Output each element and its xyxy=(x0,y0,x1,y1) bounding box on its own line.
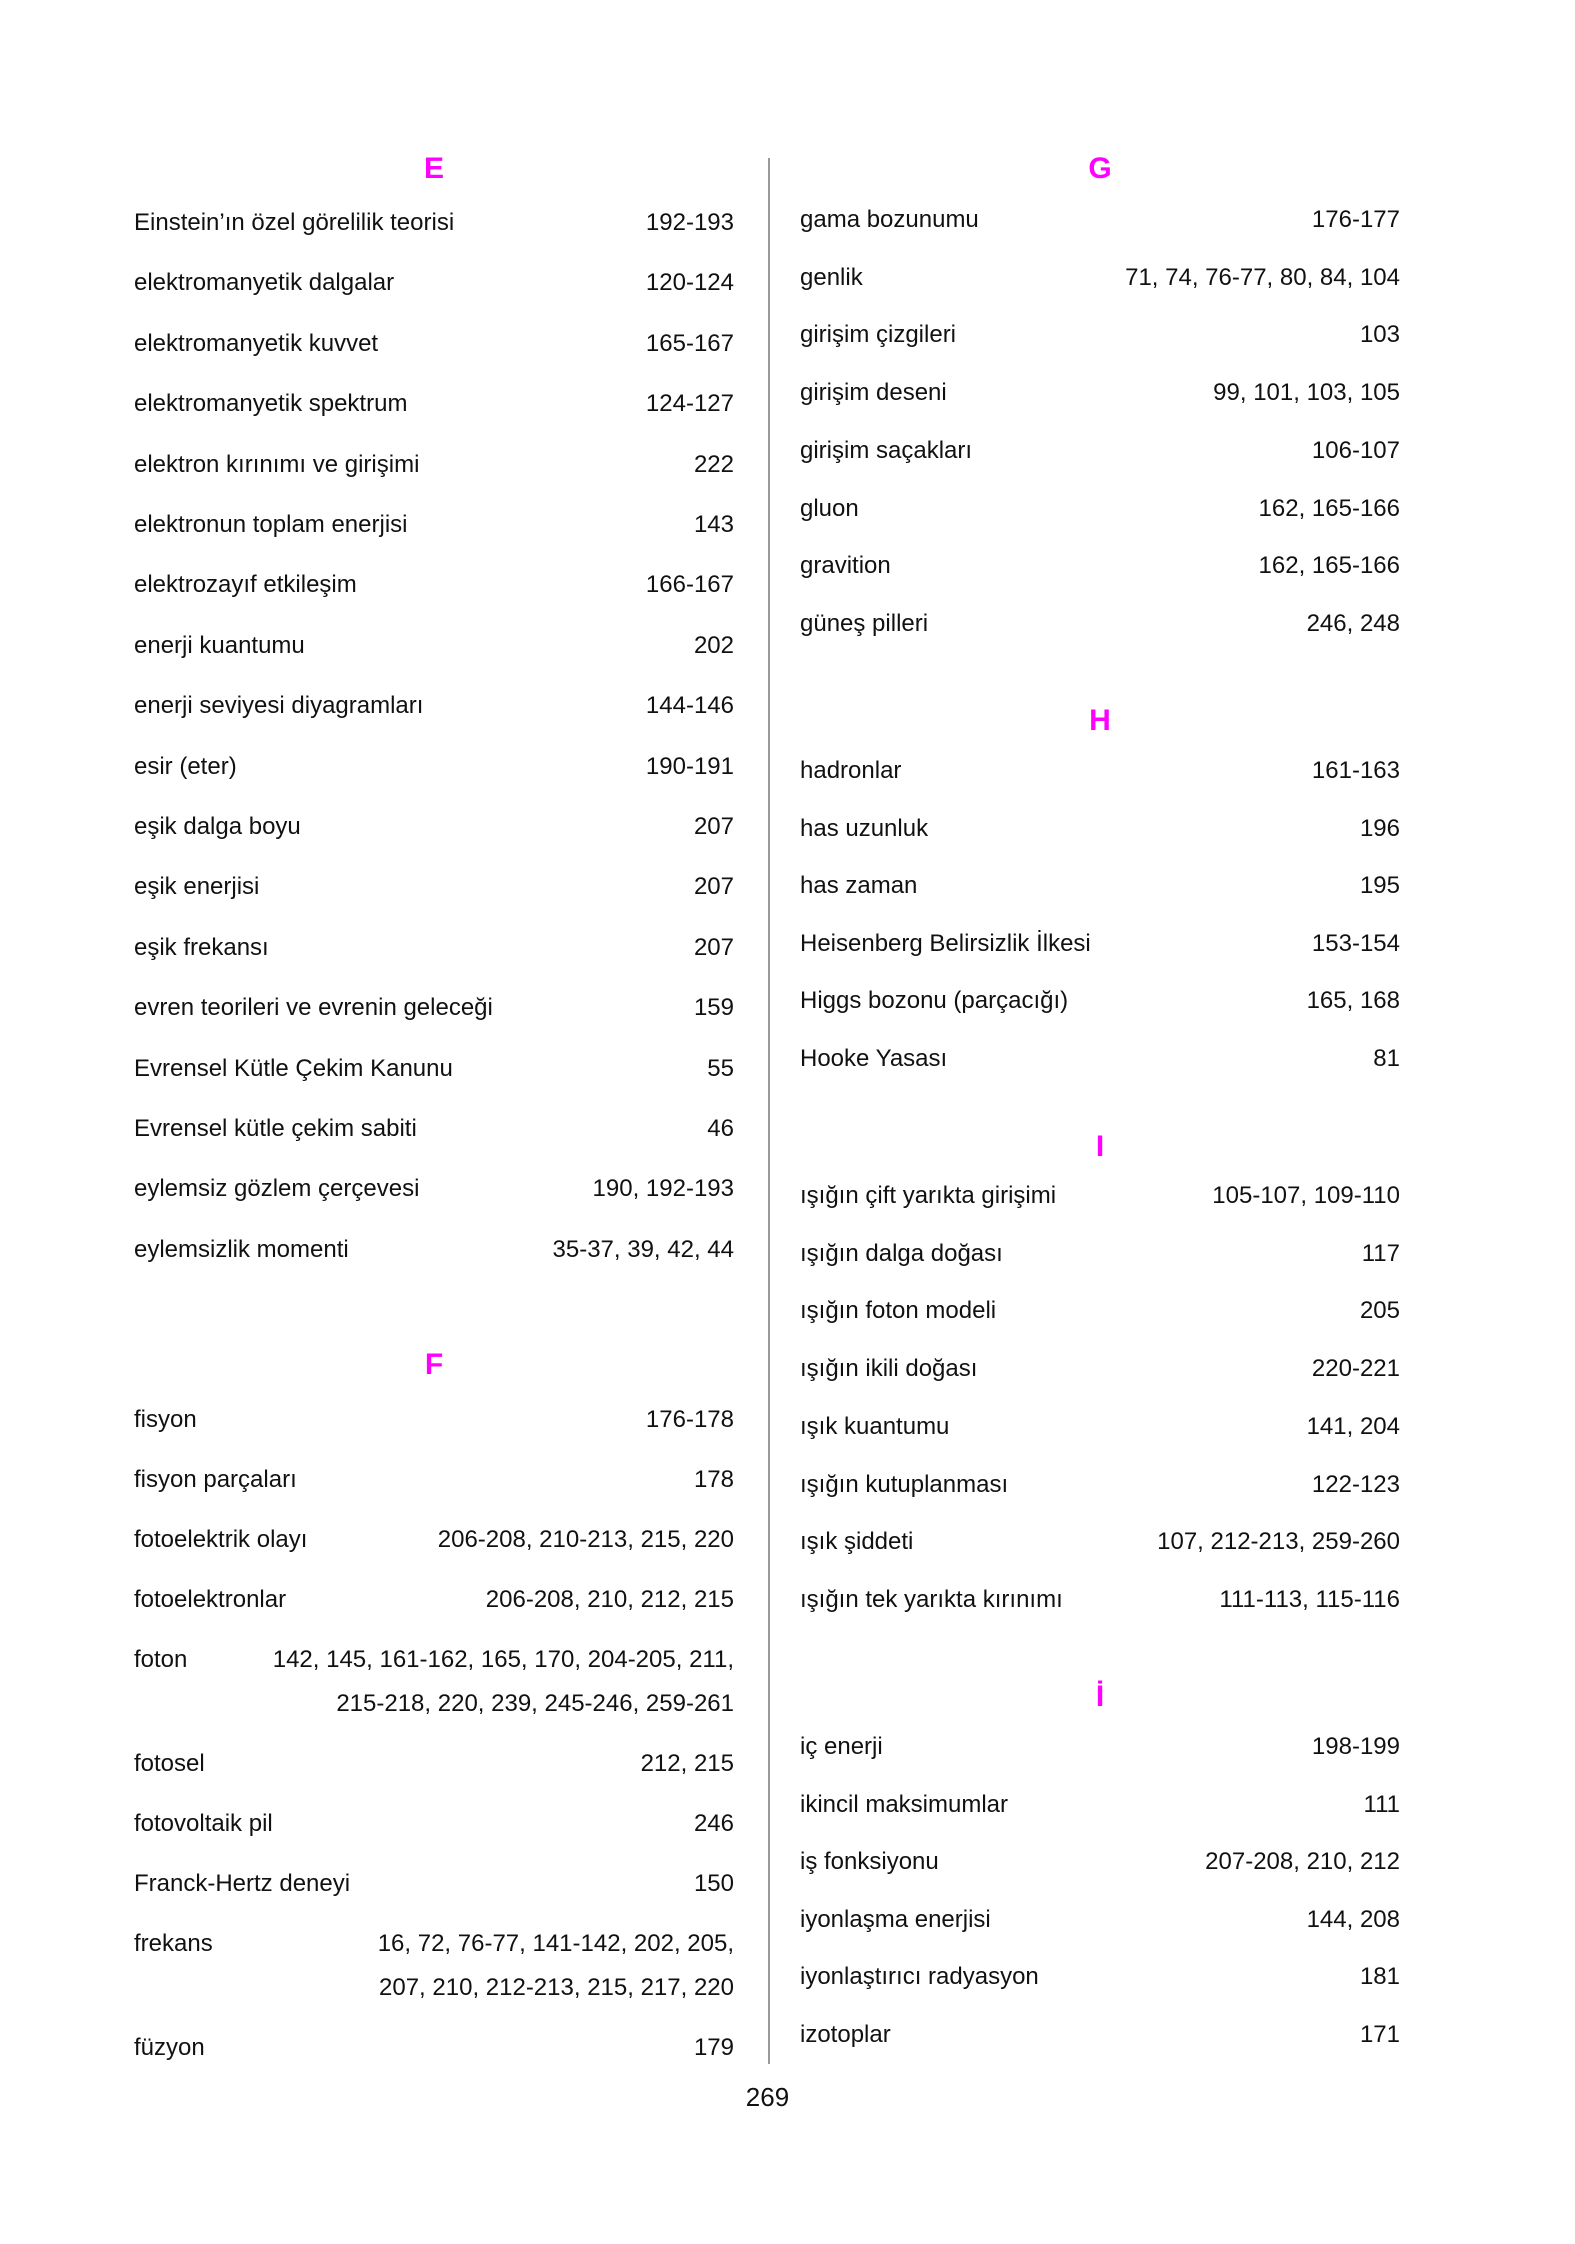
index-term: ışık kuantumu xyxy=(800,1412,950,1440)
index-term: elektrozayıf etkileşim xyxy=(134,571,357,599)
index-pages: 176-178 xyxy=(645,1406,734,1433)
index-term: eşik frekansı xyxy=(134,933,269,961)
index-pages: 206-208, 210, 212, 215 xyxy=(485,1586,734,1613)
index-term: iyonlaştırıcı radyasyon xyxy=(800,1963,1039,1991)
index-pages: 212, 215 xyxy=(640,1750,734,1777)
index-term: elektromanyetik spektrum xyxy=(134,390,408,418)
index-term: iyonlaşma enerjisi xyxy=(800,1905,991,1933)
index-term: ışığın çift yarıkta girişimi xyxy=(800,1182,1057,1209)
index-pages: 107, 212-213, 259-260 xyxy=(1157,1528,1400,1556)
section-letter-g: G xyxy=(1088,152,1112,185)
index-term: hadronlar xyxy=(800,757,902,784)
page-number: 269 xyxy=(745,2082,790,2112)
index-pages: 176-177 xyxy=(1311,206,1400,233)
index-term: Evrensel Kütle Çekim Kanunu xyxy=(134,1054,453,1082)
index-term: evren teorileri ve evrenin geleceği xyxy=(134,994,493,1022)
index-term: Higgs bozonu (parçacığı) xyxy=(800,987,1069,1015)
index-term: girişim deseni xyxy=(800,379,947,407)
index-term: ışığın kutuplanması xyxy=(800,1470,1009,1498)
index-pages: 192-193 xyxy=(645,209,734,236)
index-pages: 81 xyxy=(1373,1045,1400,1072)
index-pages xyxy=(378,1922,734,2010)
index-pages: 171 xyxy=(1359,2021,1400,2048)
section-letter-i: I xyxy=(1095,1130,1105,1163)
index-pages: 144, 208 xyxy=(1306,1905,1400,1933)
index-pages: 165-167 xyxy=(645,329,734,357)
index-pages: 141, 204 xyxy=(1306,1412,1400,1440)
index-pages: 120-124 xyxy=(645,269,734,297)
index-pages-line: 215-218, 220, 239, 245-246, 259-261 xyxy=(336,1690,734,1717)
index-term: ışığın tek yarıkta kırınımı xyxy=(800,1585,1063,1613)
index-term: elektronun toplam enerjisi xyxy=(134,511,408,538)
index-term: ışığın dalga doğası xyxy=(800,1239,1003,1267)
index-pages: 124-127 xyxy=(645,390,734,418)
section-letter-e: E xyxy=(423,152,444,185)
index-term: fotovoltaik pil xyxy=(134,1810,273,1837)
index-pages: 35-37, 39, 42, 44 xyxy=(552,1235,734,1263)
index-term: fotoelektrik olayı xyxy=(134,1526,308,1553)
index-term: fotosel xyxy=(134,1750,205,1777)
index-pages: 166-167 xyxy=(645,571,734,599)
index-term: Heisenberg Belirsizlik İlkesi xyxy=(800,929,1091,957)
index-pages: 117 xyxy=(1361,1239,1400,1267)
index-term: girişim çizgileri xyxy=(800,321,957,349)
index-pages: 207 xyxy=(693,933,734,961)
index-pages: 71, 74, 76-77, 80, 84, 104 xyxy=(1125,263,1400,291)
index-pages: 190, 192-193 xyxy=(592,1175,734,1203)
index-pages-line: 16, 72, 76-77, 141-142, 202, 205, xyxy=(377,1930,734,1957)
index-pages-line: 207, 210, 212-213, 215, 217, 220 xyxy=(379,1974,734,2001)
index-pages: 143 xyxy=(693,511,734,538)
index-term: gluon xyxy=(800,494,859,522)
column-divider xyxy=(768,158,770,2064)
index-pages: 179 xyxy=(693,2034,734,2061)
index-term: Franck-Hertz deneyi xyxy=(134,1870,351,1897)
index-pages: 111-113, 115-116 xyxy=(1219,1585,1400,1613)
index-term: Evrensel kütle çekim sabiti xyxy=(134,1115,417,1142)
index-pages: 198-199 xyxy=(1311,1733,1400,1760)
index-term: gravition xyxy=(800,552,891,580)
index-pages: 205 xyxy=(1359,1297,1400,1325)
index-pages: 222 xyxy=(693,450,734,478)
index-term: ikincil maksimumlar xyxy=(800,1790,1009,1818)
index-term: iş fonksiyonu xyxy=(800,1848,939,1876)
index-pages: 195 xyxy=(1359,872,1400,900)
index-term: eşik dalga boyu xyxy=(134,813,301,840)
index-term: has zaman xyxy=(800,872,918,900)
index-term: güneş pilleri xyxy=(800,609,929,637)
index-pages: 190-191 xyxy=(645,752,734,780)
section-letter-f: F xyxy=(424,1348,444,1381)
index-pages: 153-154 xyxy=(1311,929,1400,957)
index-pages: 162, 165-166 xyxy=(1258,552,1400,580)
index-term: füzyon xyxy=(134,2034,205,2061)
index-pages: 103 xyxy=(1359,321,1400,349)
index-term: ışığın foton modeli xyxy=(800,1297,997,1325)
index-pages: 105-107, 109-110 xyxy=(1212,1182,1400,1209)
index-pages: 220-221 xyxy=(1311,1355,1400,1383)
index-pages: 99, 101, 103, 105 xyxy=(1213,379,1400,407)
index-pages: 178 xyxy=(693,1466,734,1493)
section-letter-h: H xyxy=(1089,704,1111,737)
index-pages: 165, 168 xyxy=(1306,987,1400,1015)
index-term: enerji kuantumu xyxy=(134,631,305,659)
index-pages: 46 xyxy=(707,1115,734,1142)
index-term: eşik enerjisi xyxy=(134,873,260,901)
index-term: Hooke Yasası xyxy=(800,1045,948,1072)
index-term: foton xyxy=(134,1646,188,1673)
index-pages: 161-163 xyxy=(1311,757,1400,784)
index-term: has uzunluk xyxy=(800,814,929,842)
index-term: elektromanyetik dalgalar xyxy=(134,269,395,297)
index-term: eylemsizlik momenti xyxy=(134,1235,349,1263)
index-term: fisyon parçaları xyxy=(134,1466,297,1493)
index-term: esir (eter) xyxy=(134,752,237,780)
index-pages: 55 xyxy=(707,1054,734,1082)
index-term: eylemsiz gözlem çerçevesi xyxy=(134,1175,420,1203)
index-pages: 246, 248 xyxy=(1306,609,1400,637)
index-pages: 162, 165-166 xyxy=(1258,494,1400,522)
index-pages: 196 xyxy=(1359,814,1400,842)
index-pages: 144-146 xyxy=(645,692,734,720)
index-term: ışığın ikili doğası xyxy=(800,1355,978,1383)
index-pages-line: 142, 145, 161-162, 165, 170, 204-205, 211, xyxy=(272,1646,734,1673)
index-pages: 206-208, 210-213, 215, 220 xyxy=(437,1526,734,1553)
index-term: genlik xyxy=(800,263,863,291)
index-pages: 207-208, 210, 212 xyxy=(1205,1848,1400,1876)
index-term: enerji seviyesi diyagramları xyxy=(134,692,424,720)
index-term: elektron kırınımı ve girişimi xyxy=(134,450,420,478)
index-term: iç enerji xyxy=(800,1733,883,1760)
index-term: gama bozunumu xyxy=(800,206,979,233)
index-pages: 207 xyxy=(693,873,734,901)
index-term: girişim saçakları xyxy=(800,436,973,464)
index-term: Einstein’ın özel görelilik teorisi xyxy=(134,209,455,236)
index-term: izotoplar xyxy=(800,2021,891,2048)
index-pages: 181 xyxy=(1359,1963,1400,1991)
index-term: ışık şiddeti xyxy=(800,1528,914,1556)
index-pages: 150 xyxy=(693,1870,734,1897)
index-term: elektromanyetik kuvvet xyxy=(134,329,379,357)
index-pages: 159 xyxy=(693,994,734,1022)
index-term: frekans xyxy=(134,1930,213,1957)
section-letter-i-dotted: İ xyxy=(1095,1680,1105,1713)
index-pages xyxy=(273,1638,734,1726)
index-pages: 246 xyxy=(693,1810,734,1837)
index-pages: 207 xyxy=(693,813,734,840)
index-pages: 111 xyxy=(1363,1790,1400,1818)
index-pages: 106-107 xyxy=(1311,436,1400,464)
index-pages: 202 xyxy=(693,631,734,659)
index-pages: 122-123 xyxy=(1311,1470,1400,1498)
index-term: fisyon xyxy=(134,1406,197,1433)
index-term: fotoelektronlar xyxy=(134,1586,287,1613)
